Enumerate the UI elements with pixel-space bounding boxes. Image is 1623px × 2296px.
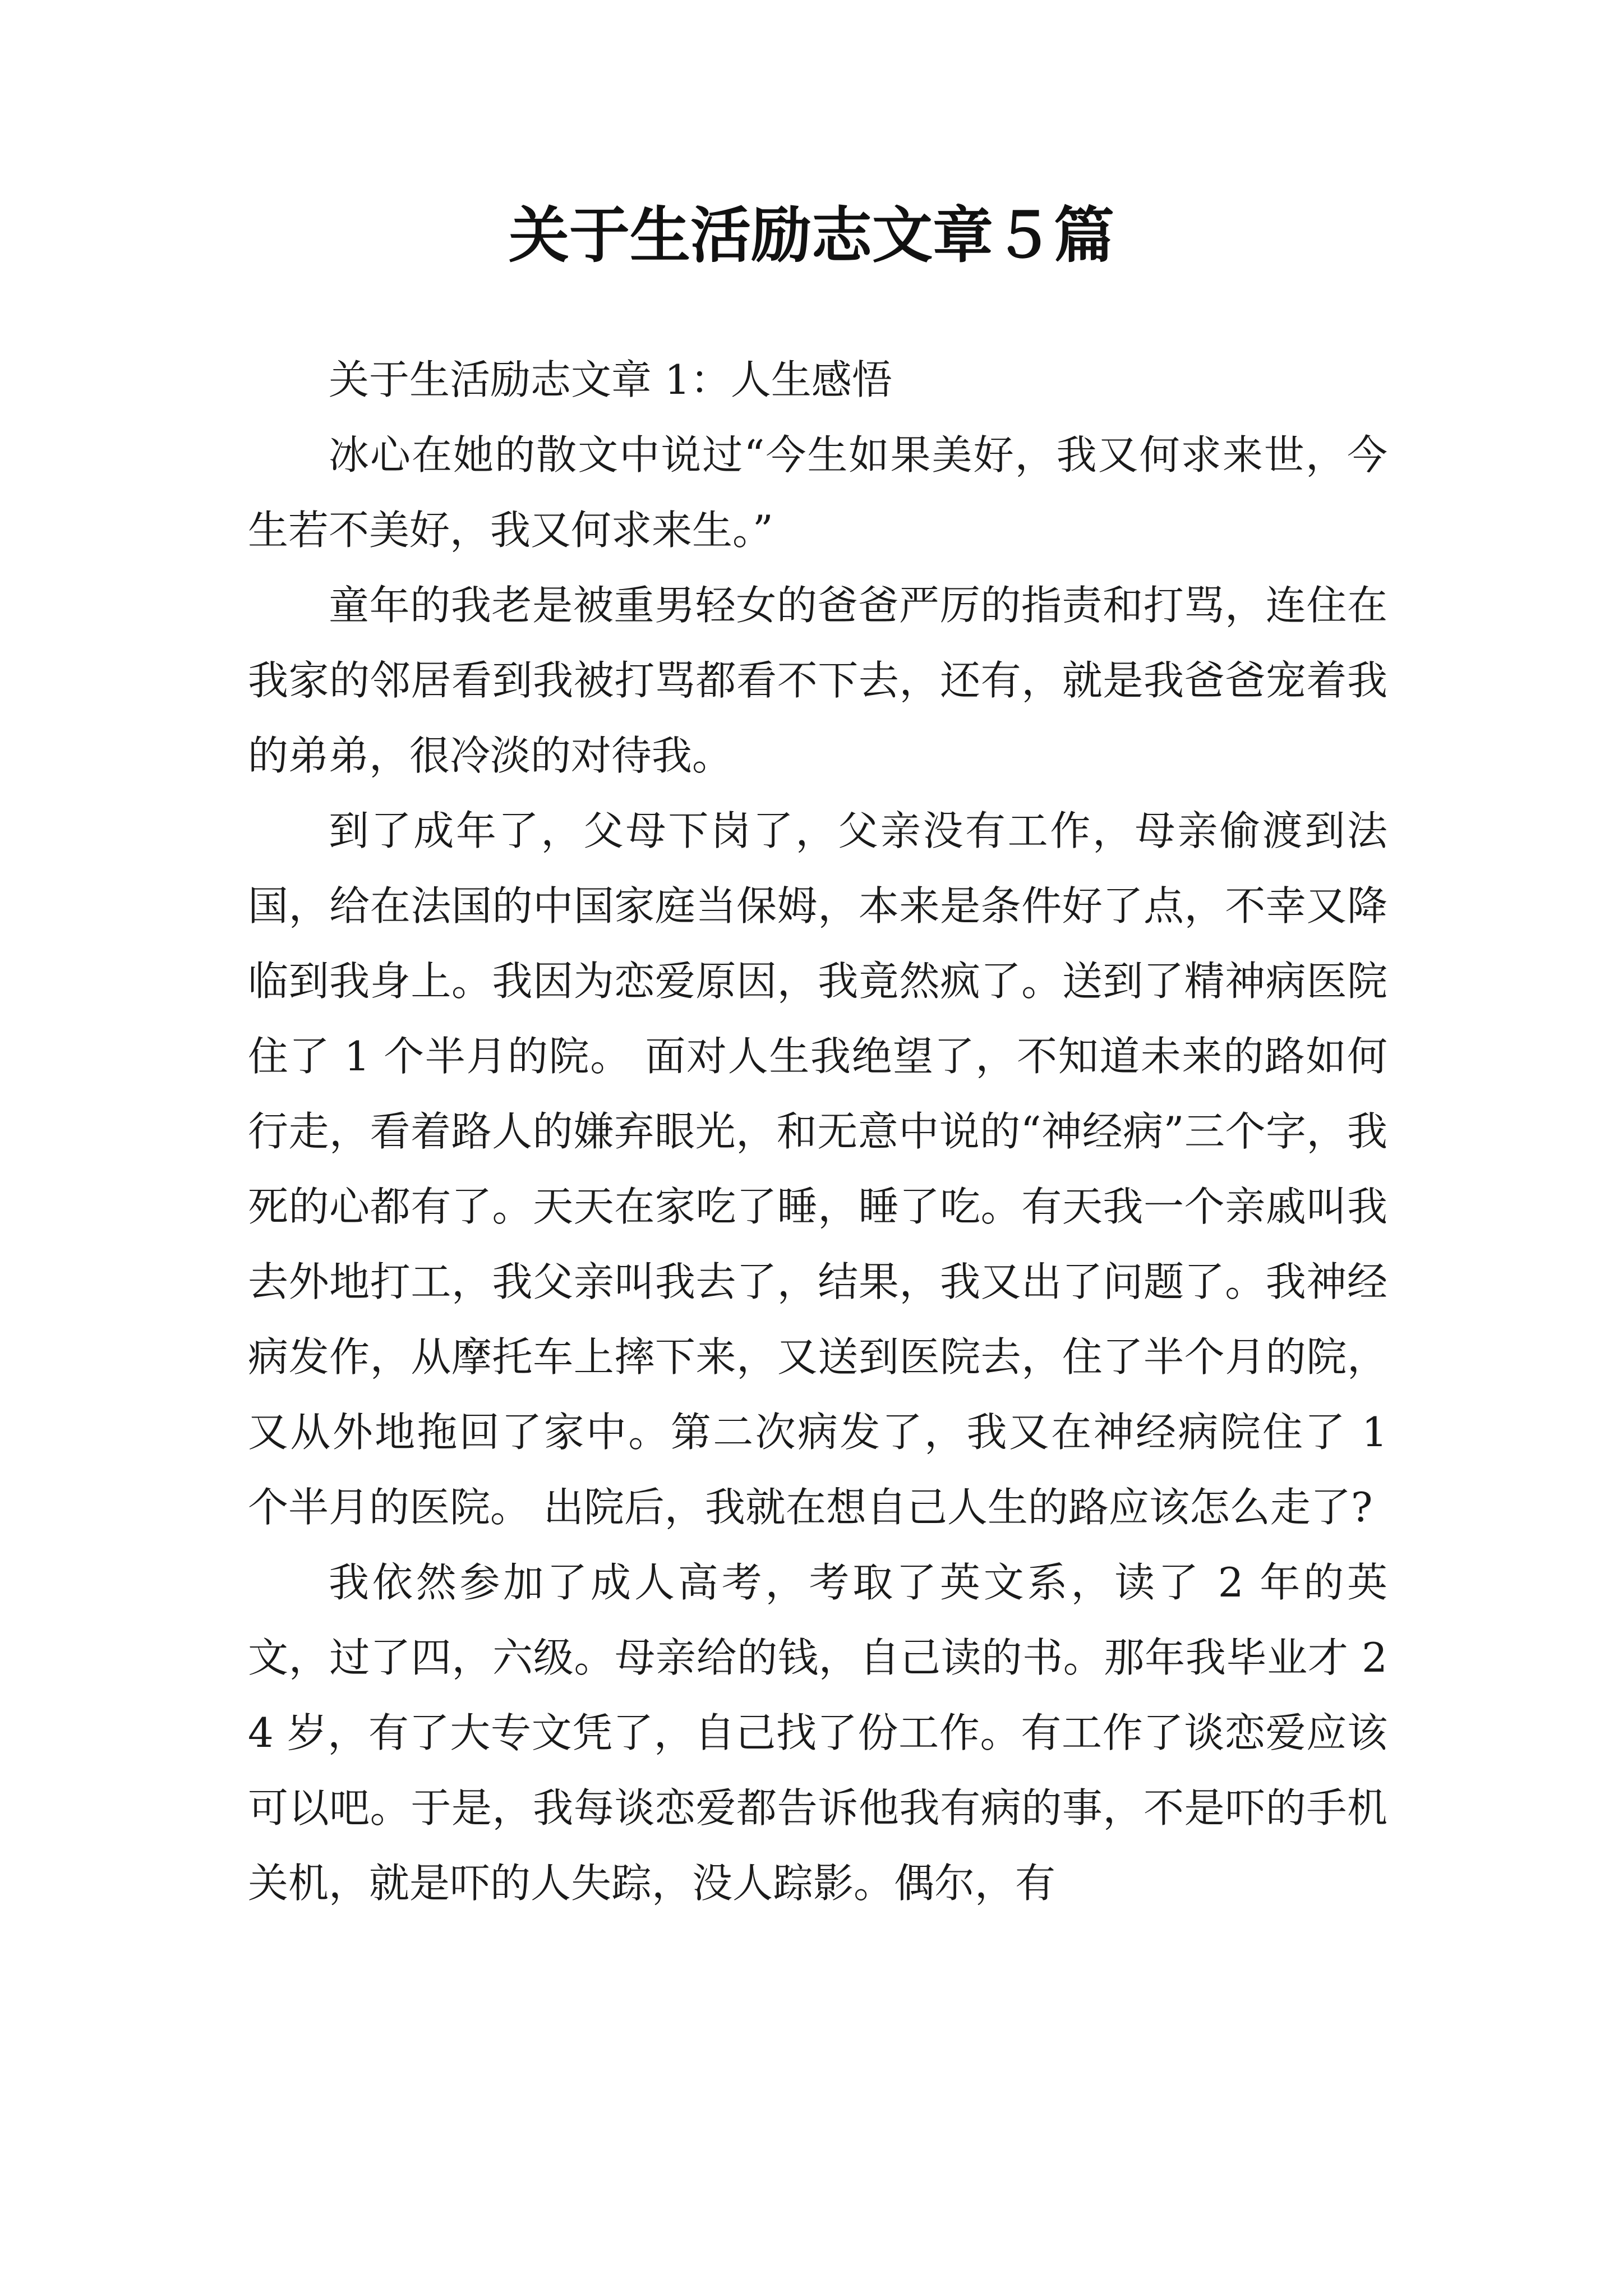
paragraph: 童年的我老是被重男轻女的爸爸严厉的指责和打骂，连住在我家的邻居看到我被打骂都看不下去，还有，就是我爸爸宠着我的弟弟，很冷淡的对待我。 [248,582,1387,779]
document-body [248,342,1387,1921]
paragraph: 冰心在她的散文中说过“今生如果美好，我又何求来世，今生若不美好，我又何求来生。” [248,431,1387,554]
paragraph: 我依然参加了成人高考，考取了英文系，读了 2 年的英文，过了四，六级。母亲给的钱，自己读的书。那年我毕业才 24 岁，有了大专文凭了，自己找了份工作。有工作了谈恋爱应该可以吧。于是，我每谈恋爱都告诉他我有病的事，不是吓的手机关机，就是吓的人失踪，没人踪影。偶尔，有 [248,1559,1387,1907]
paragraph: 到了成年了，父母下岗了，父亲没有工作，母亲偷渡到法国，给在法国的中国家庭当保姆，本来是条件好了点，不幸又降临到我身上。我因为恋爱原因，我竟然疯了。送到了精神病医院住了 1 个半月的院。 面对人生我绝望了，不知道未来的路如何行走，看着路人的嫌弃眼光，和无意中说的“神经病”三个字，我死的心都有了。天天在家吃了睡，睡了吃。有天我一个亲戚叫我去外地打工，我父亲叫我去了，结果，我又出了问题了。我神经病发作，从摩托车上摔下来，又送到医院去，住了半个月的院，又从外地拖回了家中。第二次病发了，我又在神经病院住了 1 个半月的医院。 出院后，我就在想自己人生的路应该怎么走了? [248,807,1387,1531]
document-title: 关于生活励志文章５篇 [508,200,1114,271]
paragraph-heading: 关于生活励志文章 1：人生感悟 [329,356,892,403]
